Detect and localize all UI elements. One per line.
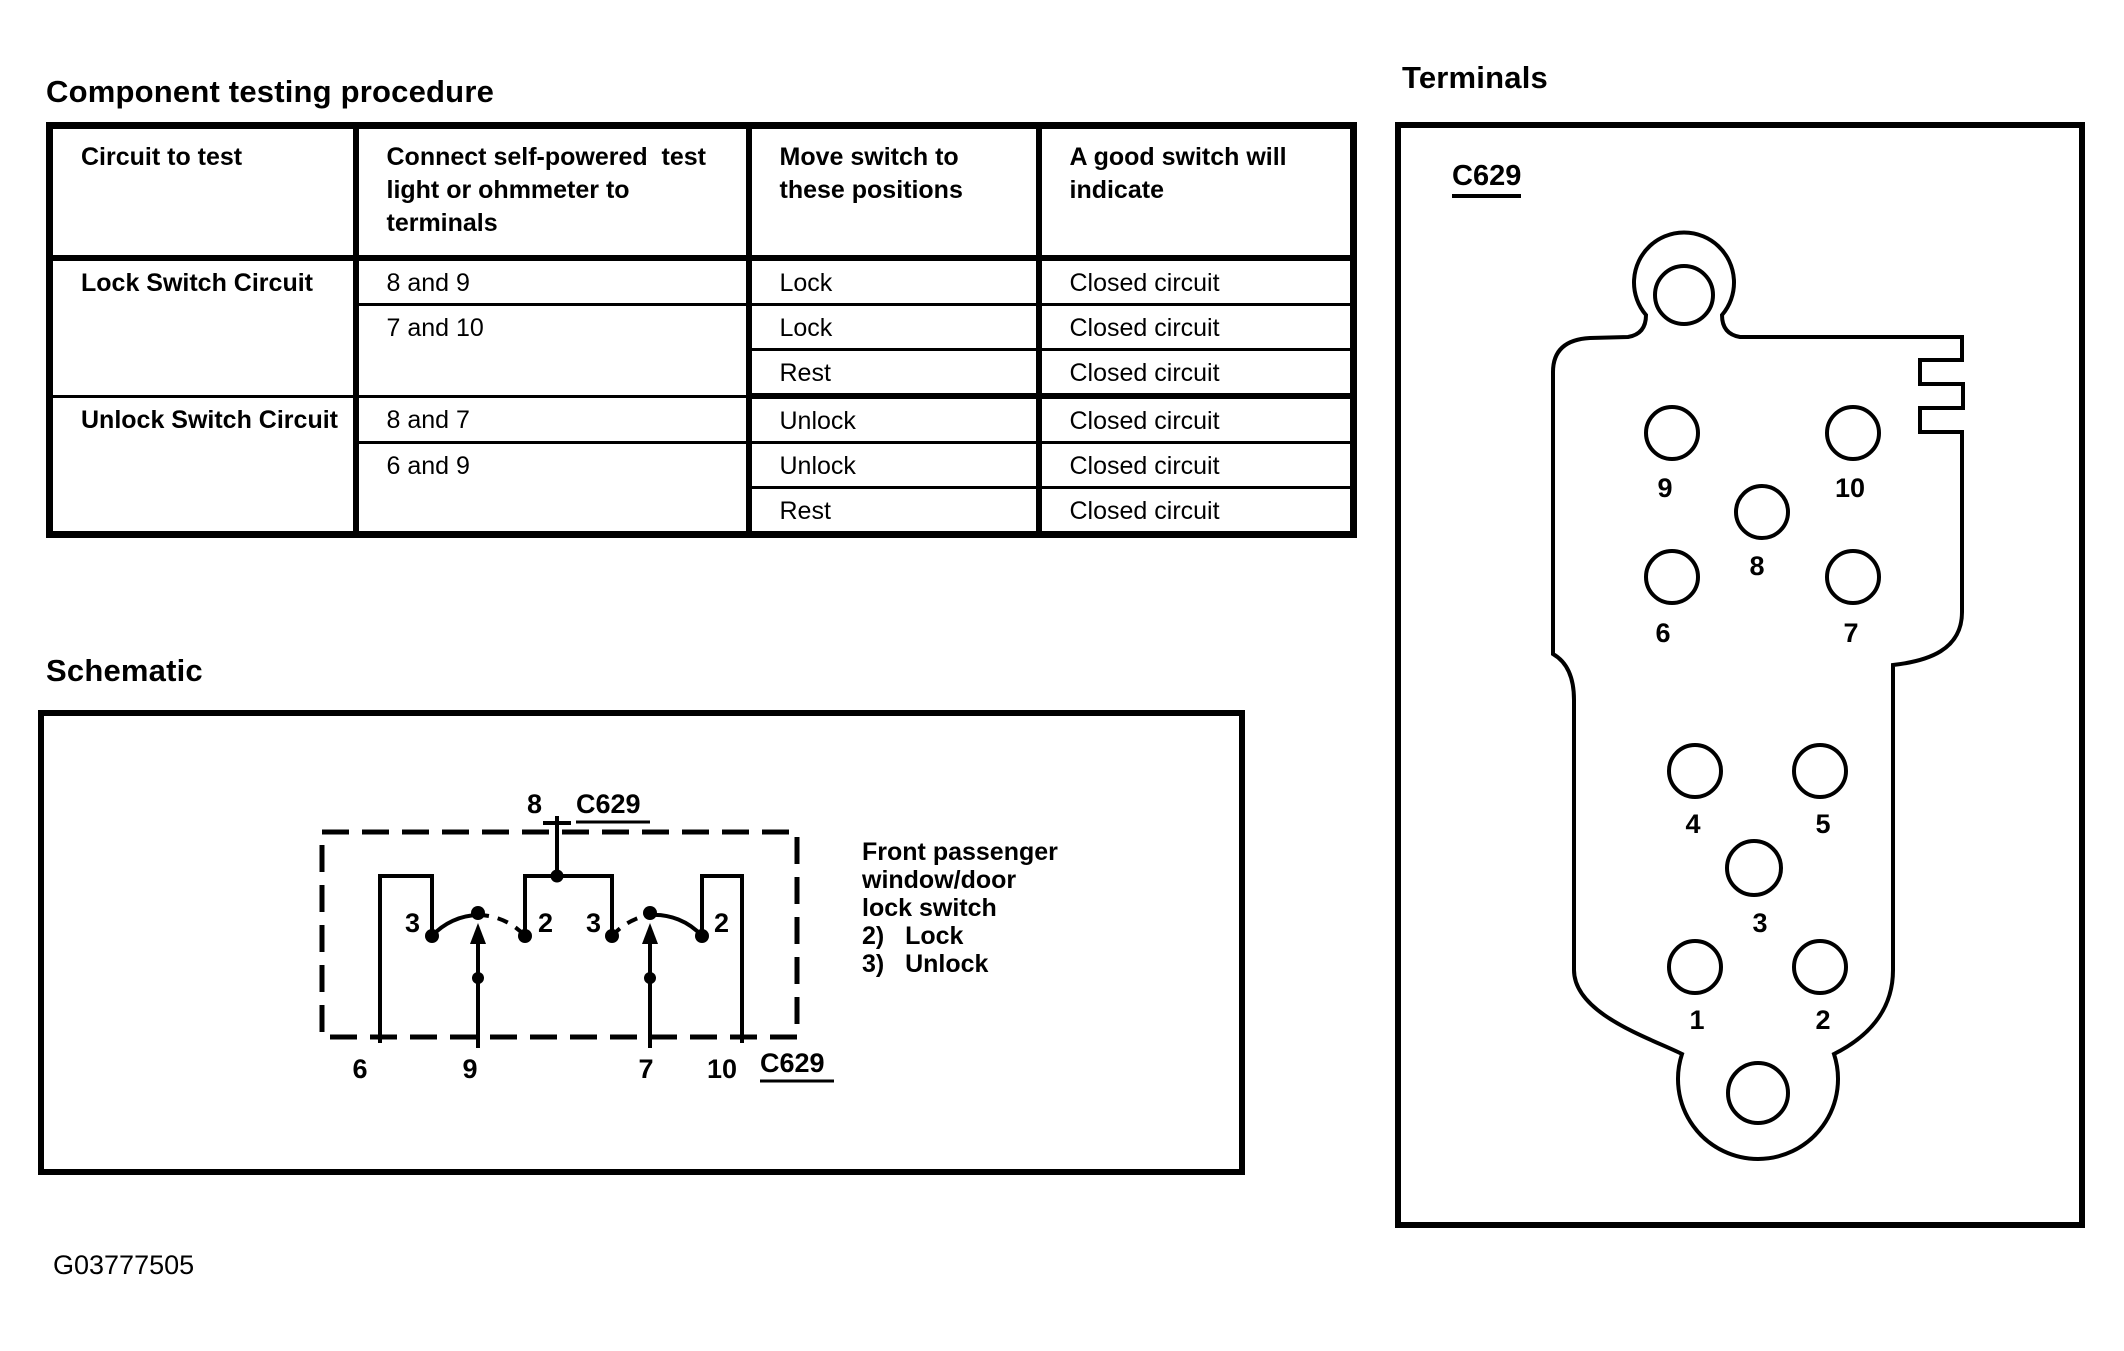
terminal-hole-2 <box>1794 941 1846 993</box>
right-pole-arrowhead-icon <box>642 923 658 944</box>
cell-terminals: 7 and 10 <box>356 305 749 397</box>
pin10-label: 10 <box>706 1054 738 1084</box>
cell-result: Closed circuit <box>1039 443 1354 488</box>
terminal-hole-4 <box>1669 745 1721 797</box>
right-contact2-label: 2 <box>714 908 730 938</box>
terminal-hole-8 <box>1736 486 1788 538</box>
right-switch-arc-solid <box>650 915 702 936</box>
left-contact3-dot <box>425 929 439 943</box>
connector-top-label: C629 <box>576 789 641 819</box>
pin8-junction-dot <box>551 870 564 883</box>
left-outer-bracket <box>380 876 432 1043</box>
pin6-label: 6 <box>352 1054 368 1084</box>
connector-bottom-label: C629 <box>760 1048 825 1078</box>
lock-switch-schematic <box>38 710 1245 1175</box>
terminal-label-7: 7 <box>1843 618 1859 648</box>
left-pole-arrowhead-icon <box>470 923 486 944</box>
cell-circuit: Unlock Switch Circuit <box>50 396 356 535</box>
terminal-label-1: 1 <box>1689 1005 1705 1035</box>
c629-connector-face <box>1395 122 2085 1228</box>
switch-note-unlock: 3) Unlock <box>862 950 989 978</box>
terminal-hole-5 <box>1794 745 1846 797</box>
terminal-hole-9 <box>1646 407 1698 459</box>
terminal-label-3: 3 <box>1752 908 1768 938</box>
col-header-positions: Move switch to these positions <box>749 126 1039 259</box>
terminal-hole-7 <box>1827 551 1879 603</box>
cell-position: Rest <box>749 350 1039 397</box>
terminal-label-5: 5 <box>1815 809 1831 839</box>
col-header-circuit: Circuit to test <box>50 126 356 259</box>
left-contact2-dot <box>518 929 532 943</box>
left-arc-apex-dot <box>471 906 485 920</box>
top-mounting-hole <box>1655 266 1713 324</box>
terminal-hole-3 <box>1727 841 1781 895</box>
col-header-terminals: Connect self-powered test light or ohmmeter to terminals <box>356 126 749 259</box>
connector-body-outline <box>1553 233 1963 1159</box>
right-outer-bracket <box>702 876 742 1043</box>
cell-result: Closed circuit <box>1039 258 1354 305</box>
cell-circuit: Lock Switch Circuit <box>50 258 356 396</box>
schematic-title: Schematic <box>46 653 203 688</box>
cell-position: Unlock <box>749 443 1039 488</box>
pin8-label: 8 <box>526 789 542 819</box>
cell-result: Closed circuit <box>1039 488 1354 535</box>
switch-note-line1: Front passenger <box>862 838 1058 866</box>
terminal-hole-6 <box>1646 551 1698 603</box>
terminal-hole-1 <box>1669 941 1721 993</box>
left-switch-arc-dashed <box>478 915 525 936</box>
terminal-label-8: 8 <box>1749 551 1765 581</box>
pin9-label: 9 <box>462 1054 478 1084</box>
cell-position: Unlock <box>749 396 1039 443</box>
switch-note-lock: 2) Lock <box>862 922 964 950</box>
terminal-label-9: 9 <box>1657 473 1673 503</box>
bottom-mounting-hole <box>1728 1063 1788 1123</box>
col-header-indication: A good switch will indicate <box>1039 126 1354 259</box>
cell-position: Lock <box>749 258 1039 305</box>
right-contact3-dot <box>605 929 619 943</box>
cell-terminals: 8 and 9 <box>356 258 749 305</box>
component-testing-table <box>46 122 1357 538</box>
table-row <box>50 396 1354 443</box>
table-header-row <box>50 126 1354 259</box>
terminal-label-10: 10 <box>1834 473 1866 503</box>
left-contact3-label: 3 <box>404 908 420 938</box>
terminals-connector-label: C629 <box>1452 160 1521 198</box>
right-contact2-dot <box>695 929 709 943</box>
cell-result: Closed circuit <box>1039 350 1354 397</box>
left-contact2-label: 2 <box>538 908 554 938</box>
switch-note-line3: lock switch <box>862 894 997 922</box>
cell-position: Rest <box>749 488 1039 535</box>
testing-procedure-title: Component testing procedure <box>46 74 495 109</box>
figure-id: G03777505 <box>53 1250 195 1280</box>
terminal-label-4: 4 <box>1685 809 1701 839</box>
cell-position: Lock <box>749 305 1039 350</box>
switch-note-line2: window/door <box>862 866 1017 894</box>
left-switch-arc-solid <box>432 915 478 936</box>
cell-result: Closed circuit <box>1039 396 1354 443</box>
right-pole-dot <box>644 972 656 984</box>
right-arc-apex-dot <box>643 906 657 920</box>
table-row <box>50 258 1354 305</box>
pin7-label: 7 <box>638 1054 654 1084</box>
terminal-label-2: 2 <box>1815 1005 1831 1035</box>
terminal-label-6: 6 <box>1655 618 1671 648</box>
terminals-title: Terminals <box>1402 60 1548 95</box>
terminal-hole-10 <box>1827 407 1879 459</box>
cell-terminals: 6 and 9 <box>356 443 749 535</box>
left-pole-dot <box>472 972 484 984</box>
right-contact3-label: 3 <box>585 908 601 938</box>
cell-terminals: 8 and 7 <box>356 396 749 443</box>
cell-result: Closed circuit <box>1039 305 1354 350</box>
